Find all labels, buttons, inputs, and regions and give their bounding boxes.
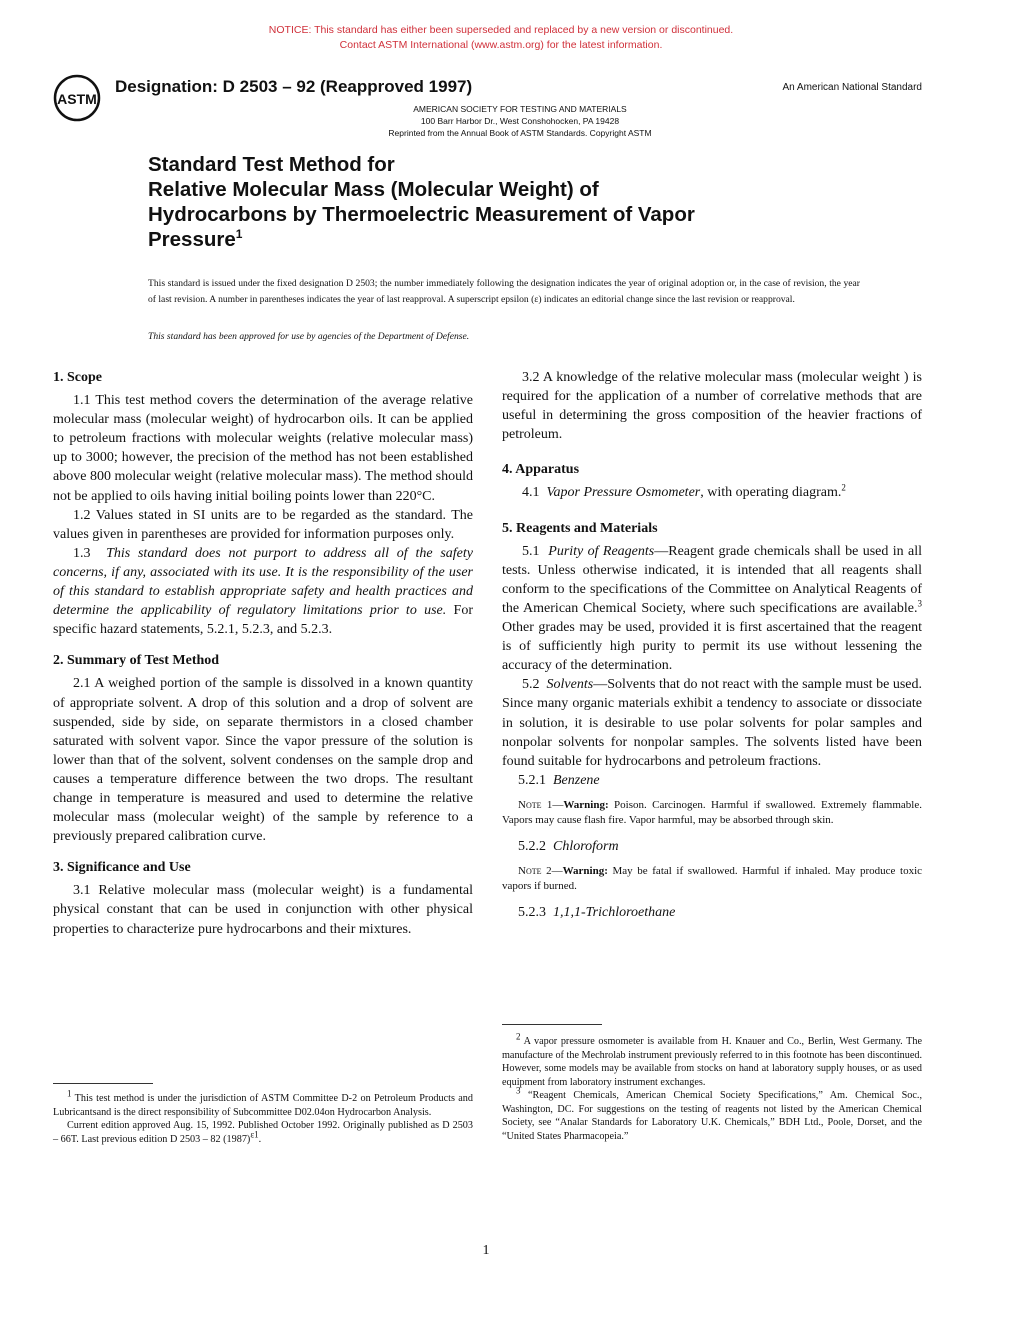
notice-banner [0, 23, 1002, 53]
astm-logo-icon [52, 73, 102, 123]
footnote-rule [53, 1083, 153, 1084]
svg-text:ASTM: ASTM [57, 91, 97, 107]
para-5-2-1: 5.2.1 Benzene [518, 772, 600, 788]
para-1-2: 1.2 Values stated in SI units are to be regarded as the standard. The values given in parentheses are provided for information purposes only. [53, 507, 473, 542]
society-name: AMERICAN SOCIETY FOR TESTING AND MATERIALS [413, 104, 627, 114]
para-1-1: 1.1 This test method covers the determination of the average relative molecular mass (molecular weight) of hydrocarbon oils. It can be applied to petroleum fractions with molecular weights (relative molecular mass) up to 3000; however, the precision of the method has not been established above 800 molecular weight (relative molecular mass). The method should not be applied to oils having initial boiling points lower than 220°C. [53, 393, 473, 504]
section-1-heading: 1. Scope [53, 370, 102, 385]
note-1: Note 1—Warning: Poison. Carcinogen. Harmful if swallowed. Extremely flammable. Vapors may cause flash fire. Vapor harmful, may be absorbed through skin. [502, 798, 922, 827]
section-5-heading: 5. Reagents and Materials [502, 520, 658, 536]
para-3-1: 3.1 Relative molecular mass (molecular weight) is a fundamental physical constant that can be used in conjunction with other physical properties to characterize pure hydrocarbons and their mixtures. [53, 883, 473, 937]
document-title [148, 152, 908, 252]
note-2: Note 2—Warning: May be fatal if swallowed. Harmful if inhaled. May produce toxic vapors if burned. [502, 864, 923, 893]
para-4-1: 4.1 Vapor Pressure Osmometer, with operating diagram.$^2$ [522, 482, 846, 501]
para-5-2-3: 5.2.3 1,1,1-Trichloroethane [518, 904, 676, 920]
section-2-heading: 2. Summary of Test Method [53, 653, 220, 669]
para-2-1: 2.1 A weighed portion of the sample is dissolved in a known quantity of appropriate solvent. A drop of this solution and a drop of solvent are suspended, side by side, on separate thermistors in a closed chamber saturated with solvent vapor. Since the vapor pressure of the solution is lower than that of the solvent, solvent condenses on the sample drop and causes a temperature difference between the two drops. The resultant change in temperature is measured and used to determine the relative molecular mass (molecular weight) of the sample by reference to a previously prepared calibration curve. [53, 676, 473, 845]
designation: Designation: D 2503 – 92 (Reapproved 1997) [115, 77, 473, 96]
right-footnotes [502, 1024, 922, 1143]
left-footnotes [53, 1083, 473, 1146]
title-line-2: Relative Molecular Mass (Molecular Weight) of [148, 178, 599, 201]
para-5-2: 5.2 Solvents—Solvents that do not react with the sample must be used. Since many organic materials exhibit a tendency to associate or dissociate in solution, it is desirable to use polar solvents for polar samples and nonpolar solvents for nonpolar samples. The solvents listed have been found suitable for hydrocarbons and petroleum fractions. [502, 677, 922, 769]
title-footnote-mark: 1 [235, 227, 243, 242]
section-3-heading: 3. Significance and Use [53, 860, 191, 876]
footnote-rule [502, 1024, 602, 1025]
para-3-2: 3.2 A knowledge of the relative molecular mass (molecular weight ) is required for the application of a number of correlative methods that are useful in determining the gross composition of the heavier fractions of petroleum. [502, 370, 922, 443]
section-4-heading: 4. Apparatus [502, 462, 580, 478]
para-5-1: 5.1 Purity of Reagents—Reagent grade chemicals shall be used in all tests. Unless otherwise indicated, it is intended that all reagents shall conform to the specifications of the Committee on Analytical Reagents of the American Chemical Society, where such specifications are available.$^3$ Other grades may be used, provided it is first ascertained that the reagent is of sufficiently high purity to permit its use without lessening the accuracy of the determination. [502, 543, 923, 674]
footnote-2: $^2$ A vapor pressure osmometer is available from H. Knauer and Co., Berlin, West Germany. The manufacture of the Mechrolab instrument previously referred to in this footnote has been discontinued. However, some models may be available from stocks on hand at laboratory supply houses, or as used equipment from laboratory instrument exchanges. [502, 1031, 923, 1088]
society-address: 100 Barr Harbor Dr., West Conshohocken, PA 19428 [420, 116, 620, 126]
footnote-1: $^1$ This test method is under the jurisdiction of ASTM Committee D-2 on Petroleum Products and Lubricantsand is the direct responsibility of Subcommittee D02.04on Hydrocarbon Analysis. [53, 1088, 473, 1118]
page-number: 1 [482, 1243, 490, 1258]
para-5-2-2: 5.2.2 Chloroform [518, 838, 619, 854]
national-standard-label: An American National Standard [782, 82, 922, 93]
society-block [320, 103, 720, 139]
footnote-3: $^3$ “Reagent Chemicals, American Chemical Society Specifications,” Am. Chemical Soc., Washington, DC. For suggestions on the testing of reagents not listed by the American Chemical Society, see “Analar Standards for Laboratory U.K. Chemicals,” BDH Ltd., Poole, Dorset, and the “United States Pharmacopeia.” [502, 1085, 923, 1142]
footnote-1-edition: Current edition approved Aug. 15, 1992. Published October 1992. Originally published as D 2503 – 66T. Last previous edition D 2503 – 82 $(1987)^{\varepsilon 1}$. [53, 1120, 473, 1145]
reprint-line: Reprinted from the Annual Book of ASTM Standards. Copyright ASTM [388, 128, 652, 138]
right-column [502, 368, 922, 922]
left-column [53, 368, 473, 939]
title-line-3: Hydrocarbons by Thermoelectric Measurement of Vapor [148, 203, 695, 226]
para-1-3: 1.3 This standard does not purport to address all of the safety concerns, if any, associated with its use. It is the responsibility of the user of this standard to establish appropriate safety and health practices and determine the applicability of regulatory limitations prior to use. For specific hazard statements, 5.2.1, 5.2.3, and 5.2.3. [53, 545, 474, 638]
dod-statement: This standard has been approved for use by agencies of the Department of Defense. [148, 331, 470, 342]
notice-line-1: NOTICE: This standard has either been superseded and replaced by a new version or discontinued. [268, 24, 734, 36]
notice-line-2: Contact ASTM International (www.astm.org) for the latest information. [339, 39, 663, 51]
issued-statement: This standard is issued under the fixed designation D 2503; the number immediately following the designation indicates the year of original adoption or, in the case of revision, the year of last revision. A number in parentheses indicates the year of last reapproval. A superscript epsilon (ε) indicates an editorial change since the last revision or reapproval. [148, 278, 860, 305]
title-line-1: Standard Test Method for [148, 153, 395, 176]
title-line-4: Pressure$^1$ [148, 227, 243, 251]
